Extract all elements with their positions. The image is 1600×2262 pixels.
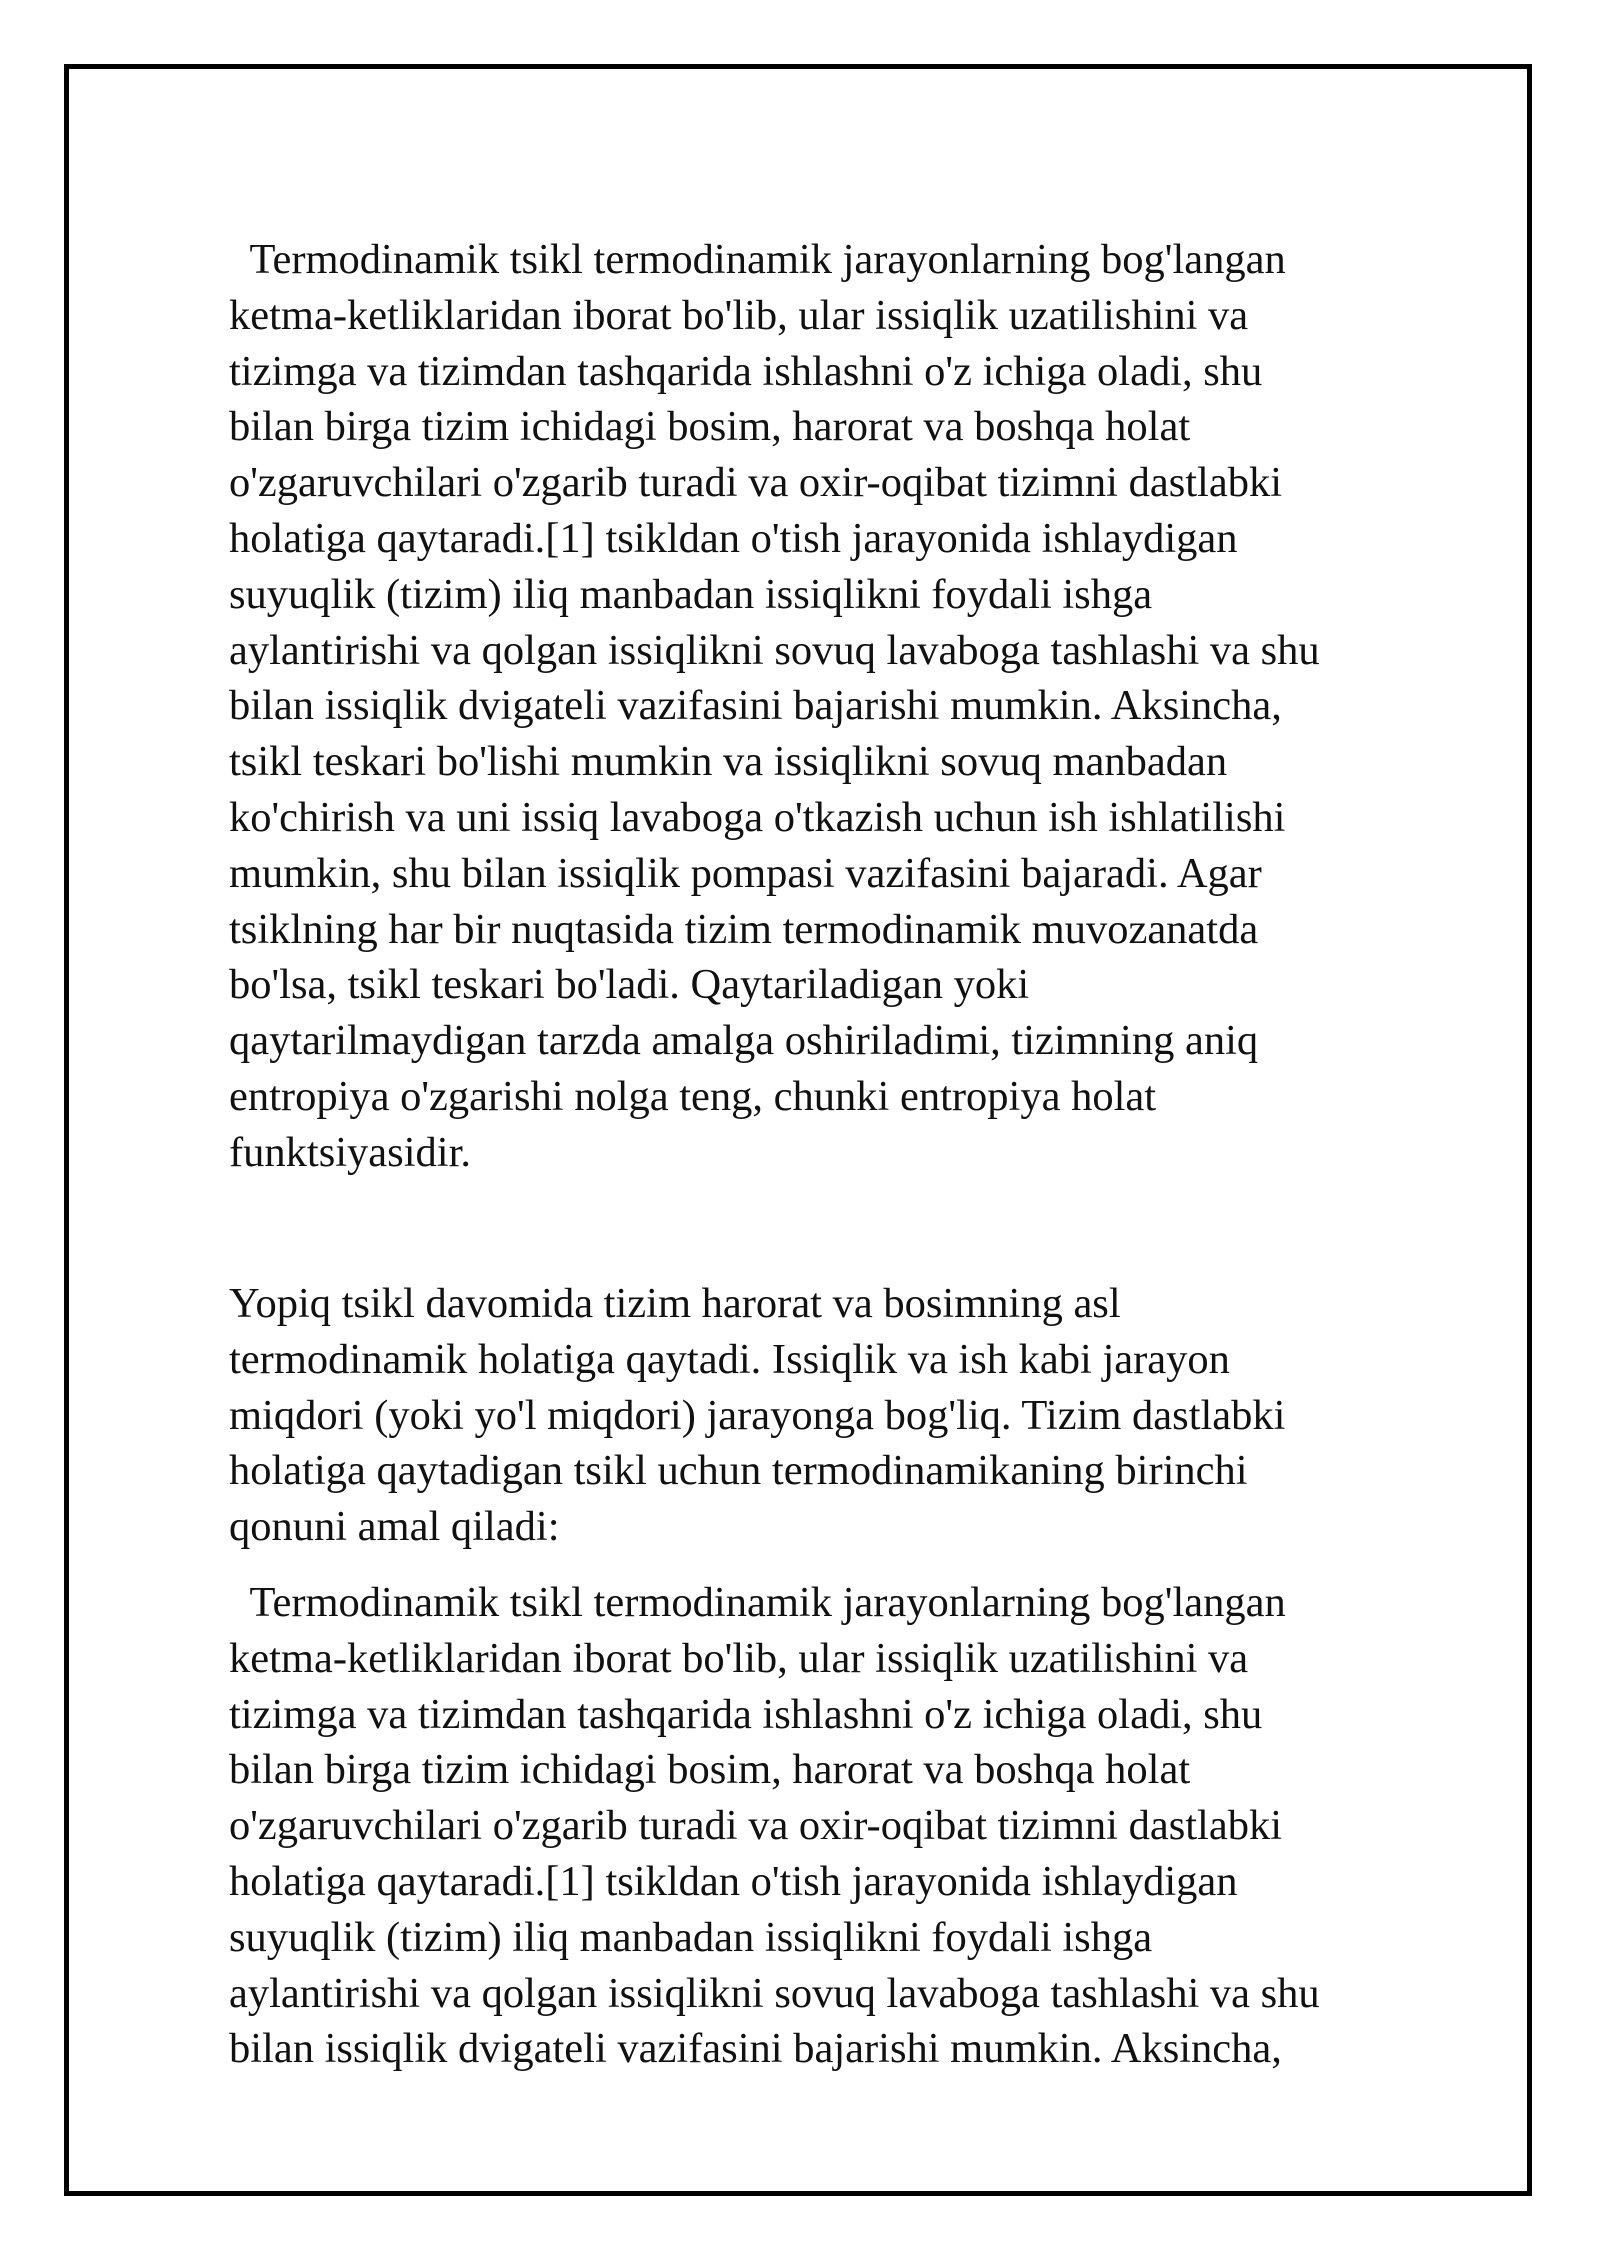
text-line: holatiga qaytaradi.[1] tsikldan o'tish jarayonida ishlaydigan — [229, 514, 1238, 562]
text-line: aylantirishi va qolgan issiqlikni sovuq lavaboga tashlashi va shu — [229, 626, 1320, 674]
text-line: bilan birga tizim ichidagi bosim, harorat va boshqa holat — [229, 403, 1191, 451]
text-line: qaytarilmaydigan tarzda amalga oshiriladimi, tizimning aniq — [229, 1017, 1259, 1065]
text-line: bo'lsa, tsikl teskari bo'ladi. Qaytariladigan yoki — [229, 961, 1030, 1009]
text-line: termodinamik holatiga qaytadi. Issiqlik va ish kabi jarayon — [229, 1335, 1230, 1383]
text-line: o'zgaruvchilari o'zgarib turadi va oxir-oqibat tizimni dastlabki — [229, 459, 1283, 507]
text-line: qonuni amal qiladi: — [229, 1503, 560, 1551]
text-line: Yopiq tsikl davomida tizim harorat va bosimning asl — [229, 1280, 1121, 1327]
text-line: aylantirishi va qolgan issiqlikni sovuq lavaboga tashlashi va shu — [229, 1969, 1320, 2017]
text-line: tsiklning har bir nuqtasida tizim termodinamik muvozanatda — [229, 905, 1259, 953]
text-line: ketma-ketliklaridan iborat bo'lib, ular issiqlik uzatilishini va — [229, 291, 1249, 339]
text-line: tizimga va tizimdan tashqarida ishlashni o'z ichiga oladi, shu — [229, 1690, 1263, 1738]
text-line: miqdori (yoki yo'l miqdori) jarayonga bog'liq. Tizim dastlabki — [229, 1391, 1286, 1439]
text-line: mumkin, shu bilan issiqlik pompasi vazifasini bajaradi. Agar — [229, 849, 1262, 897]
text-line: tsikl teskari bo'lishi mumkin va issiqlikni sovuq manbadan — [229, 738, 1228, 786]
text-line: o'zgaruvchilari o'zgarib turadi va oxir-oqibat tizimni dastlabki — [229, 1802, 1283, 1850]
text-line: bilan issiqlik dvigateli vazifasini bajarishi mumkin. Aksincha, — [229, 682, 1282, 730]
text-line: holatiga qaytaradi.[1] tsikldan o'tish jarayonida ishlaydigan — [229, 1857, 1238, 1905]
text-line: suyuqlik (tizim) iliq manbadan issiqlikni foydali ishga — [229, 1913, 1153, 1961]
text-line: holatiga qaytadigan tsikl uchun termodinamikaning birinchi — [229, 1447, 1248, 1495]
text-line: tizimga va tizimdan tashqarida ishlashni o'z ichiga oladi, shu — [229, 347, 1263, 395]
paragraph-termodinamik-tsikl-repeat — [229, 1575, 1489, 2077]
paragraph-termodinamik-tsikl — [229, 232, 1489, 1181]
text-line: bilan issiqlik dvigateli vazifasini bajarishi mumkin. Aksincha, — [229, 2025, 1282, 2073]
text-line: bilan birga tizim ichidagi bosim, harorat va boshqa holat — [229, 1746, 1191, 1794]
text-line: ketma-ketliklaridan iborat bo'lib, ular issiqlik uzatilishini va — [229, 1634, 1249, 1682]
text-line: funktsiyasidir. — [229, 1128, 472, 1176]
text-line: suyuqlik (tizim) iliq manbadan issiqlikni foydali ishga — [229, 570, 1153, 618]
text-line: Termodinamik tsikl termodinamik jarayonlarning bog'langan — [229, 1579, 1286, 1626]
text-line: entropiya o'zgarishi nolga teng, chunki entropiya holat — [229, 1072, 1157, 1120]
paragraph-yopiq-tsikl — [229, 1276, 1489, 1555]
text-line: Termodinamik tsikl termodinamik jarayonlarning bog'langan — [229, 236, 1286, 283]
text-line: ko'chirish va uni issiq lavaboga o'tkazish uchun ish ishlatilishi — [229, 793, 1286, 841]
